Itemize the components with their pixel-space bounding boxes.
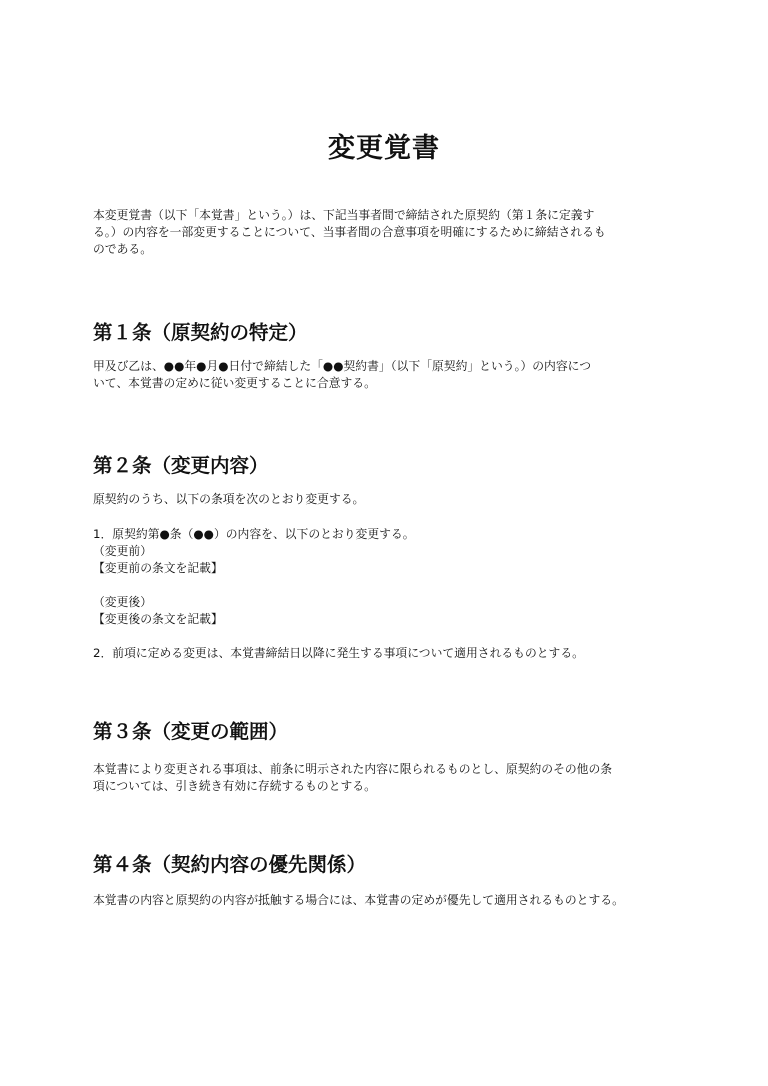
article-4-body [93, 892, 624, 909]
text-line: 本覚書により変更される事項は、前条に明示された内容に限られるものとし、原契約のその他の条 [93, 762, 613, 776]
text-line: 本覚書の内容と原契約の内容が抵触する場合には、本覚書の定めが優先して適用されるものとする。 [93, 893, 624, 907]
document-title: 変更覚書 [328, 133, 440, 164]
article-1-body [93, 358, 591, 392]
after-label: （変更後） [93, 595, 152, 609]
text-line: 甲及び乙は、●●年●月●日付で締結した「●●契約書」（以下「原契約」という。）の内容につ [93, 359, 592, 373]
article-3-heading: 第３条（変更の範囲） [93, 720, 289, 743]
article-2-heading: 第２条（変更内容） [93, 454, 269, 477]
preamble [93, 207, 606, 258]
after-text: 【変更後の条文を記載】 [93, 612, 223, 626]
text-line: いて、本覚書の定めに従い変更することに合意する。 [93, 376, 376, 390]
before-label: （変更前） [93, 544, 152, 558]
article-1-heading: 第１条（原契約の特定） [93, 321, 308, 344]
article-2-item-1: 1．原契約第●条（●●）の内容を、以下のとおり変更する。 [93, 527, 415, 541]
text-line: 項については、引き続き有効に存続するものとする。 [93, 779, 376, 793]
text-line: のである。 [93, 242, 152, 256]
text-line: 本変更覚書（以下「本覚書」という。）は、下記当事者間で締結された原契約（第１条に定義す [93, 208, 595, 222]
article-2-body [93, 491, 584, 662]
article-3-body [93, 761, 612, 795]
article-2-item-2: 2．前項に定める変更は、本覚書締結日以降に発生する事項について適用されるものとする。 [93, 646, 584, 660]
text-line: る。）の内容を一部変更することについて、当事者間の合意事項を明確にするために締結されるも [93, 225, 606, 239]
article-4-heading: 第４条（契約内容の優先関係） [93, 853, 367, 876]
before-text: 【変更前の条文を記載】 [93, 561, 223, 575]
article-2-intro: 原契約のうち、以下の条項を次のとおり変更する。 [93, 492, 365, 506]
